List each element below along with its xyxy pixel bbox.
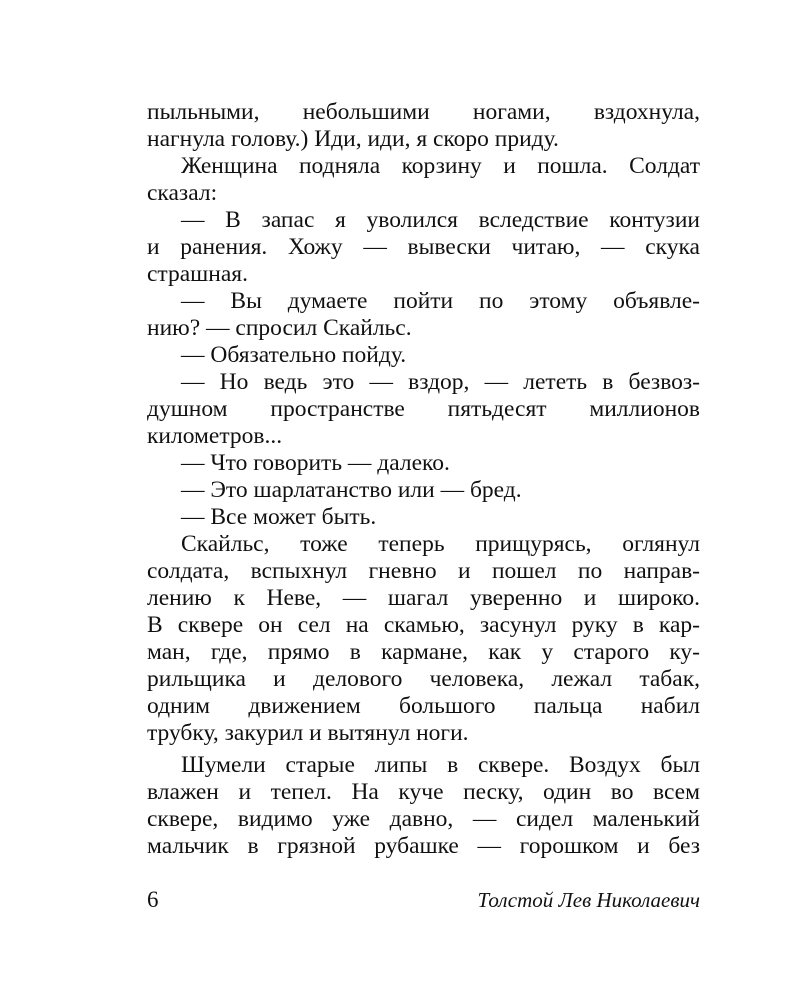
text-line: и ранения. Хожу — вывески читаю, — скука xyxy=(147,234,700,260)
text-line: трубку, закурил и вытянул ноги. xyxy=(147,720,469,746)
text-line: влажен и тепел. На куче песку, один во всем xyxy=(147,779,700,805)
text-line: Женщина подняла корзину и пошла. Солдат xyxy=(181,153,700,179)
text-line: — Но ведь это — вздор, — лететь в безвоз- xyxy=(181,369,700,395)
body-text xyxy=(147,99,700,860)
text-line: — Все может быть. xyxy=(181,504,377,530)
text-line: страшная. xyxy=(147,261,248,287)
text-line: — Вы думаете пойти по этому объявле- xyxy=(181,288,700,314)
text-line: душном пространстве пятьдесят миллионов xyxy=(147,396,700,422)
text-line: солдата, вспыхнул гневно и пошел по направ- xyxy=(147,558,700,584)
text-line: Шумели старые липы в сквере. Воздух был xyxy=(181,752,700,778)
text-line: нагнула голову.) Иди, иди, я скоро приду. xyxy=(147,126,559,152)
text-line: сказал: xyxy=(147,180,218,206)
author-name: Толстой Лев Николаевич xyxy=(477,888,700,912)
text-line: ман, где, прямо в кармане, как у старого ку- xyxy=(147,639,700,665)
text-line: одним движением большого пальца набил xyxy=(147,693,700,719)
text-line: километров... xyxy=(147,423,283,449)
text-line: сквере, видимо уже давно, — сидел маленький xyxy=(147,806,700,832)
text-line: — Это шарлатанство или — бред. xyxy=(181,477,522,503)
text-line: пыльными, небольшими ногами, вздохнула, xyxy=(147,99,700,125)
text-line: мальчик в грязной рубашке — горошком и без xyxy=(147,833,700,859)
text-line: Скайльс, тоже теперь прищурясь, оглянул xyxy=(181,531,700,557)
page-footer xyxy=(147,885,700,915)
page-number: 6 xyxy=(147,887,159,912)
text-line: — Обязательно пойду. xyxy=(181,342,407,368)
text-line: В сквере он сел на скамью, засунул руку в кар- xyxy=(147,612,700,638)
text-line: нию? — спросил Скайльс. xyxy=(147,315,412,341)
text-line: лению к Неве, — шагал уверенно и широко. xyxy=(147,585,700,611)
text-line: — Что говорить — далеко. xyxy=(181,450,450,476)
text-line: — В запас я уволился вследствие контузии xyxy=(181,207,700,233)
text-line: рильщика и делового человека, лежал табак, xyxy=(147,666,700,692)
